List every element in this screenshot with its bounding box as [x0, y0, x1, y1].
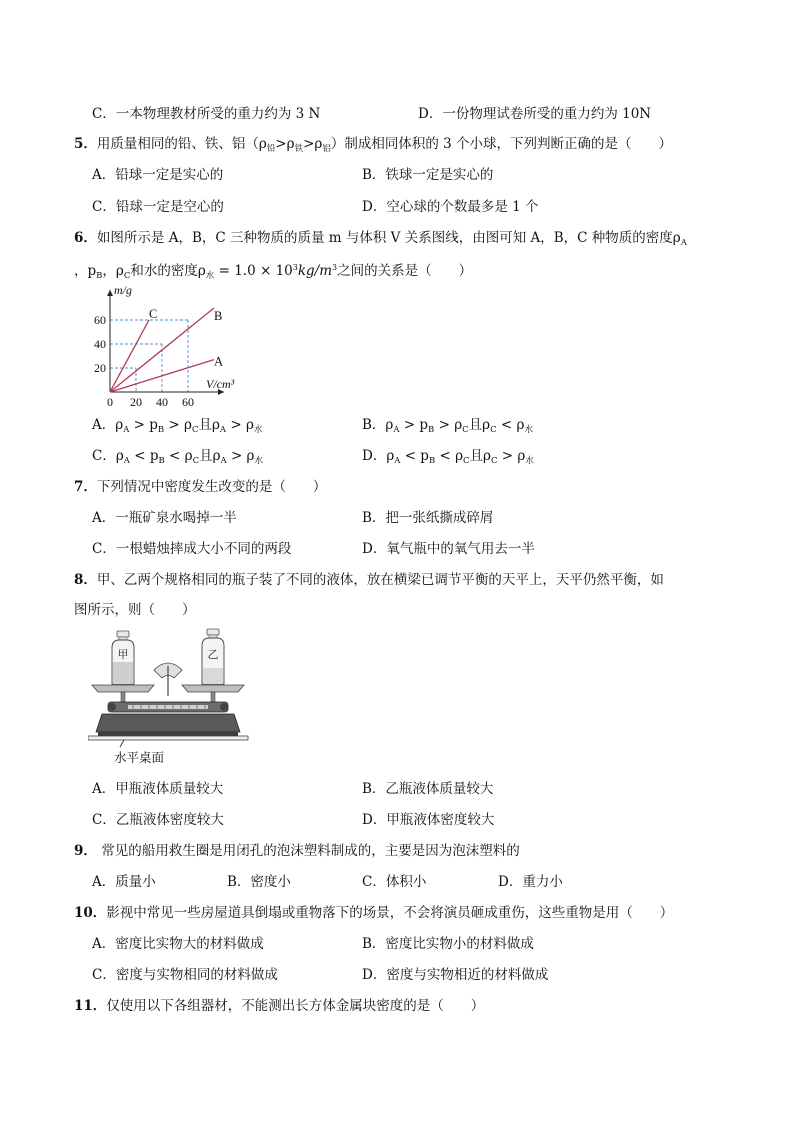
series-label-b: B [214, 309, 223, 323]
q6-stem-line2: ，$p_B$，$\rho_C$和水的密度$\rho_水 = 1.0 \times 10^3kg/m^3$之间的关系是（ ） [74, 263, 473, 281]
x-axis-label: V/cm³ [206, 377, 235, 391]
q5-option-d: D．空心球的个数最多是 1 个 [362, 199, 539, 215]
q10-option-a: A．密度比实物大的材料做成 [92, 936, 264, 952]
q9-option-b: B．密度小 [227, 874, 291, 890]
desk-label: 水平桌面 [114, 751, 165, 765]
y-axis-label: m/g [114, 283, 132, 297]
q8-stem-line2: 图所示，则（ ） [74, 602, 196, 618]
q5-stem: 5．用质量相同的铅、铁、铝$(\rho_铅>\rho_铁>\rho_铝)$制成相同体积的 3 个小球，下列判断正确的是（ ） [74, 136, 673, 154]
q8-stem-line1: 8．甲、乙两个规格相同的瓶子装了不同的液体，放在横梁已调节平衡的天平上，天平仍然平衡，如 [74, 572, 664, 588]
q9-stem: 9． 常见的船用救生圈是用闭孔的泡沫塑料制成的，主要是因为泡沫塑料的 [74, 843, 520, 859]
q6-option-d: D．$\rho_A < p_B < \rho_C$且$\rho_C > \rho_水$ [362, 448, 534, 466]
q11-stem: 11．仅使用以下各组器材，不能测出长方体金属块密度的是（ ） [74, 998, 485, 1014]
left-pan [92, 685, 154, 692]
table-surface [88, 736, 248, 740]
q8-option-d: D．甲瓶液体密度较大 [362, 812, 495, 828]
question-number: 5． [74, 136, 97, 152]
q8-option-c: C．乙瓶液体密度较大 [92, 812, 224, 828]
label-yi: 乙 [207, 649, 219, 661]
question-number: 6． [74, 230, 97, 246]
right-pan [182, 685, 244, 692]
q7-option-c: C．一根蜡烛摔成大小不同的两段 [92, 541, 292, 557]
q5-option-c: C．铅球一定是空心的 [92, 199, 224, 215]
q6-option-a: A．$\rho_A > p_B > \rho_C$且$\rho_A > \rho_水$ [92, 417, 263, 435]
q4-option-d: D．一份物理试卷所受的重力约为 10N [418, 106, 652, 122]
q10-option-d: D．密度与实物相近的材料做成 [362, 967, 549, 983]
q10-option-b: B．密度比实物小的材料做成 [362, 936, 534, 952]
series-label-a: A [214, 354, 224, 369]
q8-option-a: A．甲瓶液体质量较大 [92, 781, 224, 797]
question-number: 8． [74, 572, 97, 588]
q9-option-d: D．重力小 [498, 874, 563, 890]
y-tick-label: 20 [94, 361, 106, 375]
y-tick-label: 40 [94, 337, 106, 351]
x-tick-label: 60 [182, 395, 194, 409]
q5-option-a: A．铅球一定是实心的 [92, 167, 224, 183]
q10-option-c: C．密度与实物相同的材料做成 [92, 967, 278, 983]
q7-option-d: D．氧气瓶中的氧气用去一半 [362, 541, 535, 557]
label-jia: 甲 [117, 649, 129, 661]
question-number: 11． [74, 998, 107, 1014]
y-axis-arrow [107, 290, 113, 296]
x-tick-label: 20 [130, 395, 142, 409]
q10-stem: 10．影视中常见一些房屋道具倒塌或重物落下的场景，不会将演员砸成重伤，这些重物是用（ ） [74, 905, 674, 921]
q9-option-a: A．质量小 [92, 874, 156, 890]
q7-stem: 7．下列情况中密度发生改变的是（ ） [74, 479, 327, 495]
question-number: 9． [74, 843, 97, 859]
question-number: 10． [74, 905, 107, 921]
q5-option-b: B．铁球一定是实心的 [362, 167, 494, 183]
q8-option-b: B．乙瓶液体质量较大 [362, 781, 494, 797]
x-tick-label: 0 [107, 395, 113, 409]
q6-stem-line1: 6．如图所示是 A，B，C 三种物质的质量 m 与体积 V 关系图线，由图可知 A，B，C 种物质的密度$\rho_A$ [74, 230, 687, 248]
q9-option-c: C．体积小 [362, 874, 427, 890]
question-number: 7． [74, 479, 97, 495]
q4-option-c: C．一本物理教材所受的重力约为 3 N [92, 106, 321, 122]
bottle-jia [112, 631, 134, 684]
scale-base [96, 714, 240, 732]
mass-volume-chart [86, 280, 286, 410]
series-label-c: C [149, 307, 158, 321]
balance-scale-illustration [88, 626, 258, 770]
q7-option-a: A．一瓶矿泉水喝掉一半 [92, 510, 237, 526]
q6-option-c: C．$\rho_A < p_B < \rho_C$且$\rho_A > \rho_水$ [92, 448, 264, 466]
bottle-yi [202, 629, 224, 684]
q7-option-b: B．把一张纸撕成碎屑 [362, 510, 494, 526]
y-tick-label: 60 [94, 313, 106, 327]
x-tick-label: 40 [156, 395, 168, 409]
q6-option-b: B．$\rho_A > p_B > \rho_C$且$\rho_C < \rho_水$ [362, 417, 533, 435]
